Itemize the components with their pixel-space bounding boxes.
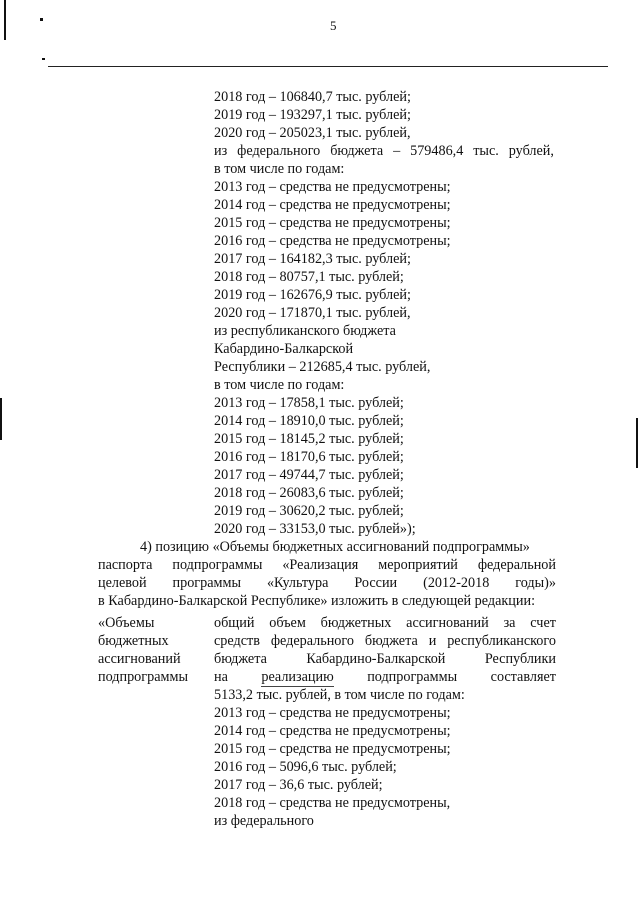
text-line: Кабардино-Балкарской — [214, 341, 354, 357]
scan-mark-dot — [40, 18, 43, 21]
word: Кабардино-Балкарской — [306, 651, 446, 667]
text-line: 2018 год – 26083,6 тыс. рублей; — [214, 485, 404, 501]
table-value-line: 2015 год – средства не предусмотрены; — [214, 741, 451, 757]
text-line: 2013 год – 17858,1 тыс. рублей; — [214, 395, 404, 411]
table-value-line: 5133,2 тыс. рублей, в том числе по годам: — [214, 687, 465, 703]
word: республиканского — [447, 633, 556, 649]
word: (2012-2018 — [423, 575, 490, 591]
scan-mark-dot-2 — [42, 58, 45, 60]
word: бюджета — [330, 143, 384, 159]
text-line: 2013 год – средства не предусмотрены; — [214, 179, 451, 195]
text-line: 2014 год – средства не предусмотрены; — [214, 197, 451, 213]
word: подпрограммы — [367, 669, 458, 685]
text-line: 2020 год – 33153,0 тыс. рублей»); — [214, 521, 416, 537]
word: Республики — [484, 651, 556, 667]
text-line: 2019 год – 30620,2 тыс. рублей; — [214, 503, 404, 519]
word: счет — [530, 615, 556, 631]
word: бюджета — [364, 633, 418, 649]
federal-budget-line — [214, 142, 554, 160]
table-value-line: 2013 год – средства не предусмотрены; — [214, 705, 451, 721]
word: за — [503, 615, 516, 631]
word: на — [214, 669, 228, 685]
table-label: подпрограммы — [98, 669, 188, 685]
word: программы — [172, 575, 241, 591]
text-line: из республиканского бюджета — [214, 323, 396, 339]
paragraph-line-justified — [98, 556, 556, 574]
paragraph-line-justified — [98, 574, 556, 592]
text-line: 2020 год – 171870,1 тыс. рублей, — [214, 305, 411, 321]
table-value-line — [214, 632, 556, 650]
text-line: 2019 год – 193297,1 тыс. рублей; — [214, 107, 411, 123]
word: общий — [214, 615, 255, 631]
header-rule — [48, 66, 608, 67]
word: подпрограммы — [172, 557, 263, 573]
word-underlined: реализацию — [261, 669, 334, 685]
text-line: Республики – 212685,4 тыс. рублей, — [214, 359, 431, 375]
table-value-line — [214, 650, 556, 668]
table-value-line: 2014 год – средства не предусмотрены; — [214, 723, 451, 739]
table-value-line: 2016 год – 5096,6 тыс. рублей; — [214, 759, 397, 775]
word: – — [393, 143, 401, 159]
text-line: в том числе по годам: — [214, 377, 345, 393]
table-label: «Объемы — [98, 615, 155, 631]
word: ассигнований — [406, 615, 489, 631]
table-value-line: из федерального — [214, 813, 314, 829]
word: федерального — [270, 633, 354, 649]
text-line: в том числе по годам: — [214, 161, 345, 177]
word: России — [354, 575, 398, 591]
word: тыс. — [473, 143, 499, 159]
text-line: 2014 год – 18910,0 тыс. рублей; — [214, 413, 404, 429]
word: средств — [214, 633, 260, 649]
scan-mark-left-top — [4, 0, 6, 40]
word: паспорта — [98, 557, 153, 573]
table-value-line — [214, 614, 556, 632]
text-line: 2017 год – 164182,3 тыс. рублей; — [214, 251, 411, 267]
text-line: 2017 год – 49744,7 тыс. рублей; — [214, 467, 404, 483]
word: годы)» — [515, 575, 556, 591]
word: из — [214, 143, 228, 159]
text-line: 2016 год – средства не предусмотрены; — [214, 233, 451, 249]
text-line: 2020 год – 205023,1 тыс. рублей, — [214, 125, 411, 141]
table-value-line — [214, 668, 556, 687]
word: бюджетных — [320, 615, 392, 631]
text-line: 2015 год – 18145,2 тыс. рублей; — [214, 431, 404, 447]
word: «Реализация — [282, 557, 359, 573]
word: федерального — [237, 143, 321, 159]
word: составляет — [490, 669, 556, 685]
paragraph-line: 4) позицию «Объемы бюджетных ассигнований подпрограммы» — [140, 539, 530, 555]
page-number: 5 — [330, 18, 337, 33]
table-value-line: 2018 год – средства не предусмотрены, — [214, 795, 451, 811]
word: «Культура — [266, 575, 329, 591]
word: федеральной — [477, 557, 556, 573]
word: бюджета — [214, 651, 267, 667]
text-line: 2016 год – 18170,6 тыс. рублей; — [214, 449, 404, 465]
word: целевой — [98, 575, 147, 591]
text-line: 2018 год – 80757,1 тыс. рублей; — [214, 269, 404, 285]
word: 579486,4 — [410, 143, 464, 159]
word: мероприятий — [378, 557, 458, 573]
text-line: 2015 год – средства не предусмотрены; — [214, 215, 451, 231]
scan-mark-left-mid — [0, 398, 2, 440]
paragraph-line: в Кабардино-Балкарской Республике» изложить в следующей редакции: — [98, 593, 536, 609]
text-line: 2018 год – 106840,7 тыс. рублей; — [214, 89, 411, 105]
word: и — [428, 633, 437, 649]
table-label: бюджетных — [98, 633, 169, 649]
scan-mark-right-mid — [636, 418, 638, 468]
text-line: 2019 год – 162676,9 тыс. рублей; — [214, 287, 411, 303]
word: рублей, — [508, 143, 554, 159]
word: объем — [269, 615, 306, 631]
table-value-line: 2017 год – 36,6 тыс. рублей; — [214, 777, 383, 793]
table-label: ассигнований — [98, 651, 181, 667]
